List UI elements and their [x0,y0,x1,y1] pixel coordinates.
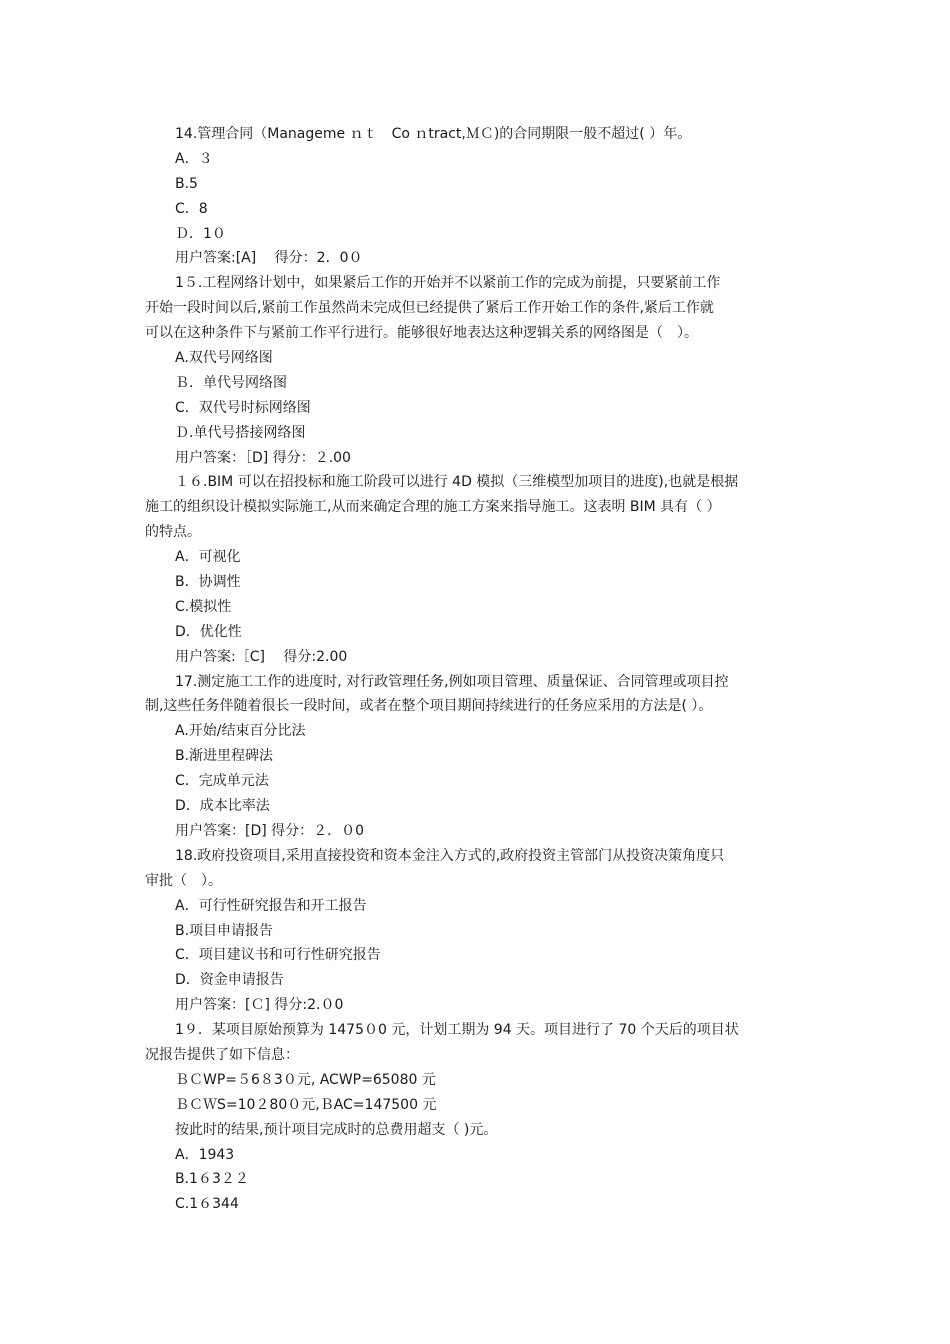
text-line: C．完成单元法 [175,773,269,790]
text-line: 用户答案:[A] 得分：2．0０ [175,250,363,267]
text-line: 的特点。 [145,524,201,541]
text-line: 制,这些任务伴随着很长一段时间，或者在整个项目期间持续进行的任务应采用的方法是( ）。 [145,698,713,715]
text-line: Ｂ．单代号网络图 [175,374,287,391]
text-line: 用户答案:［C] 得分:2.00 [175,648,348,665]
text-line: A．可视化 [175,549,241,566]
text-line: C．项目建议书和可行性研究报告 [175,947,381,964]
text-line: Ｄ．1０ [175,225,226,242]
text-line: 用户答案：［D] 得分：２.00 [175,449,351,466]
text-line: C.1６344 [175,1196,239,1213]
text-line: Ｄ.单代号搭接网络图 [175,424,306,441]
text-line: C．双代号时标网络图 [175,399,311,416]
text-line: B．协调性 [175,574,241,591]
text-line: 14.管理合同（Manageme ｎｔ Co ｎtract,ＭＣ)的合同期限一般不超过( ）年。 [175,126,692,142]
text-line: B.渐进里程碑法 [175,748,274,765]
text-line: 可以在这种条件下与紧前工作平行进行。能够很好地表达这种逻辑关系的网络图是（ ）。 [145,325,698,342]
text-line: 18.政府投资项目,采用直接投资和资本金注入方式的,政府投资主管部门从投资决策角度只 [175,847,725,864]
text-line: A.开始/结束百分比法 [175,723,306,740]
text-line: A．３ [175,150,213,167]
text-line: ＢＣＷS=10２80０元,ＢAC=147500 元 [175,1096,437,1113]
text-line: A．可行性研究报告和开工报告 [175,897,367,914]
text-line: ＢＣWP=５6８3０元, ACWP=65080 元 [175,1071,436,1088]
text-line: 况报告提供了如下信息： [145,1046,299,1063]
text-line: B.1６3２２ [175,1171,249,1188]
text-line: B.项目申请报告 [175,922,274,939]
text-line: D．资金申请报告 [175,972,284,989]
text-line: 审批（ ）。 [145,872,222,889]
text-line: C.模拟性 [175,598,232,615]
text-line: 施工的组织设计模拟实际施工,从而来确定合理的施工方案来指导施工。这表明 BIM 具有（ ） [145,499,721,516]
text-line: D．成本比率法 [175,798,270,815]
text-line: A.双代号网络图 [175,350,273,367]
text-line: D．优化性 [175,623,242,640]
text-line: 1５.工程网络计划中，如果紧后工作的开始并不以紧前工作的完成为前提，只要紧前工作 [175,275,721,292]
text-line: 用户答案：[D] 得分：２．０0 [175,822,365,839]
text-line: 用户答案：[Ｃ] 得分:2.０0 [175,997,344,1014]
text-line: 17.测定施工工作的进度时, 对行政管理任务,例如项目管理、质量保证、合同管理或项目控 [175,673,729,690]
text-line: C．8 [175,200,208,217]
text-line: B.5 [175,175,198,192]
document-page [145,122,810,1217]
text-line: A．1943 [175,1146,235,1163]
text-line: １６.BIM 可以在招投标和施工阶段可以进行 4D 模拟（三维模型加项目的进度),也就是根据 [175,474,739,491]
text-line: 按此时的结果,预计项目完成时的总费用超支（ )元。 [175,1121,498,1138]
text-line: 1９．某项目原始预算为 1475０0 元，计划工期为 94 天。项目进行了 70 个天后的项目状 [175,1022,739,1039]
text-line: 开始一段时间以后,紧前工作虽然尚未完成但已经提供了紧后工作开始工作的条件,紧后工作就 [145,300,714,317]
